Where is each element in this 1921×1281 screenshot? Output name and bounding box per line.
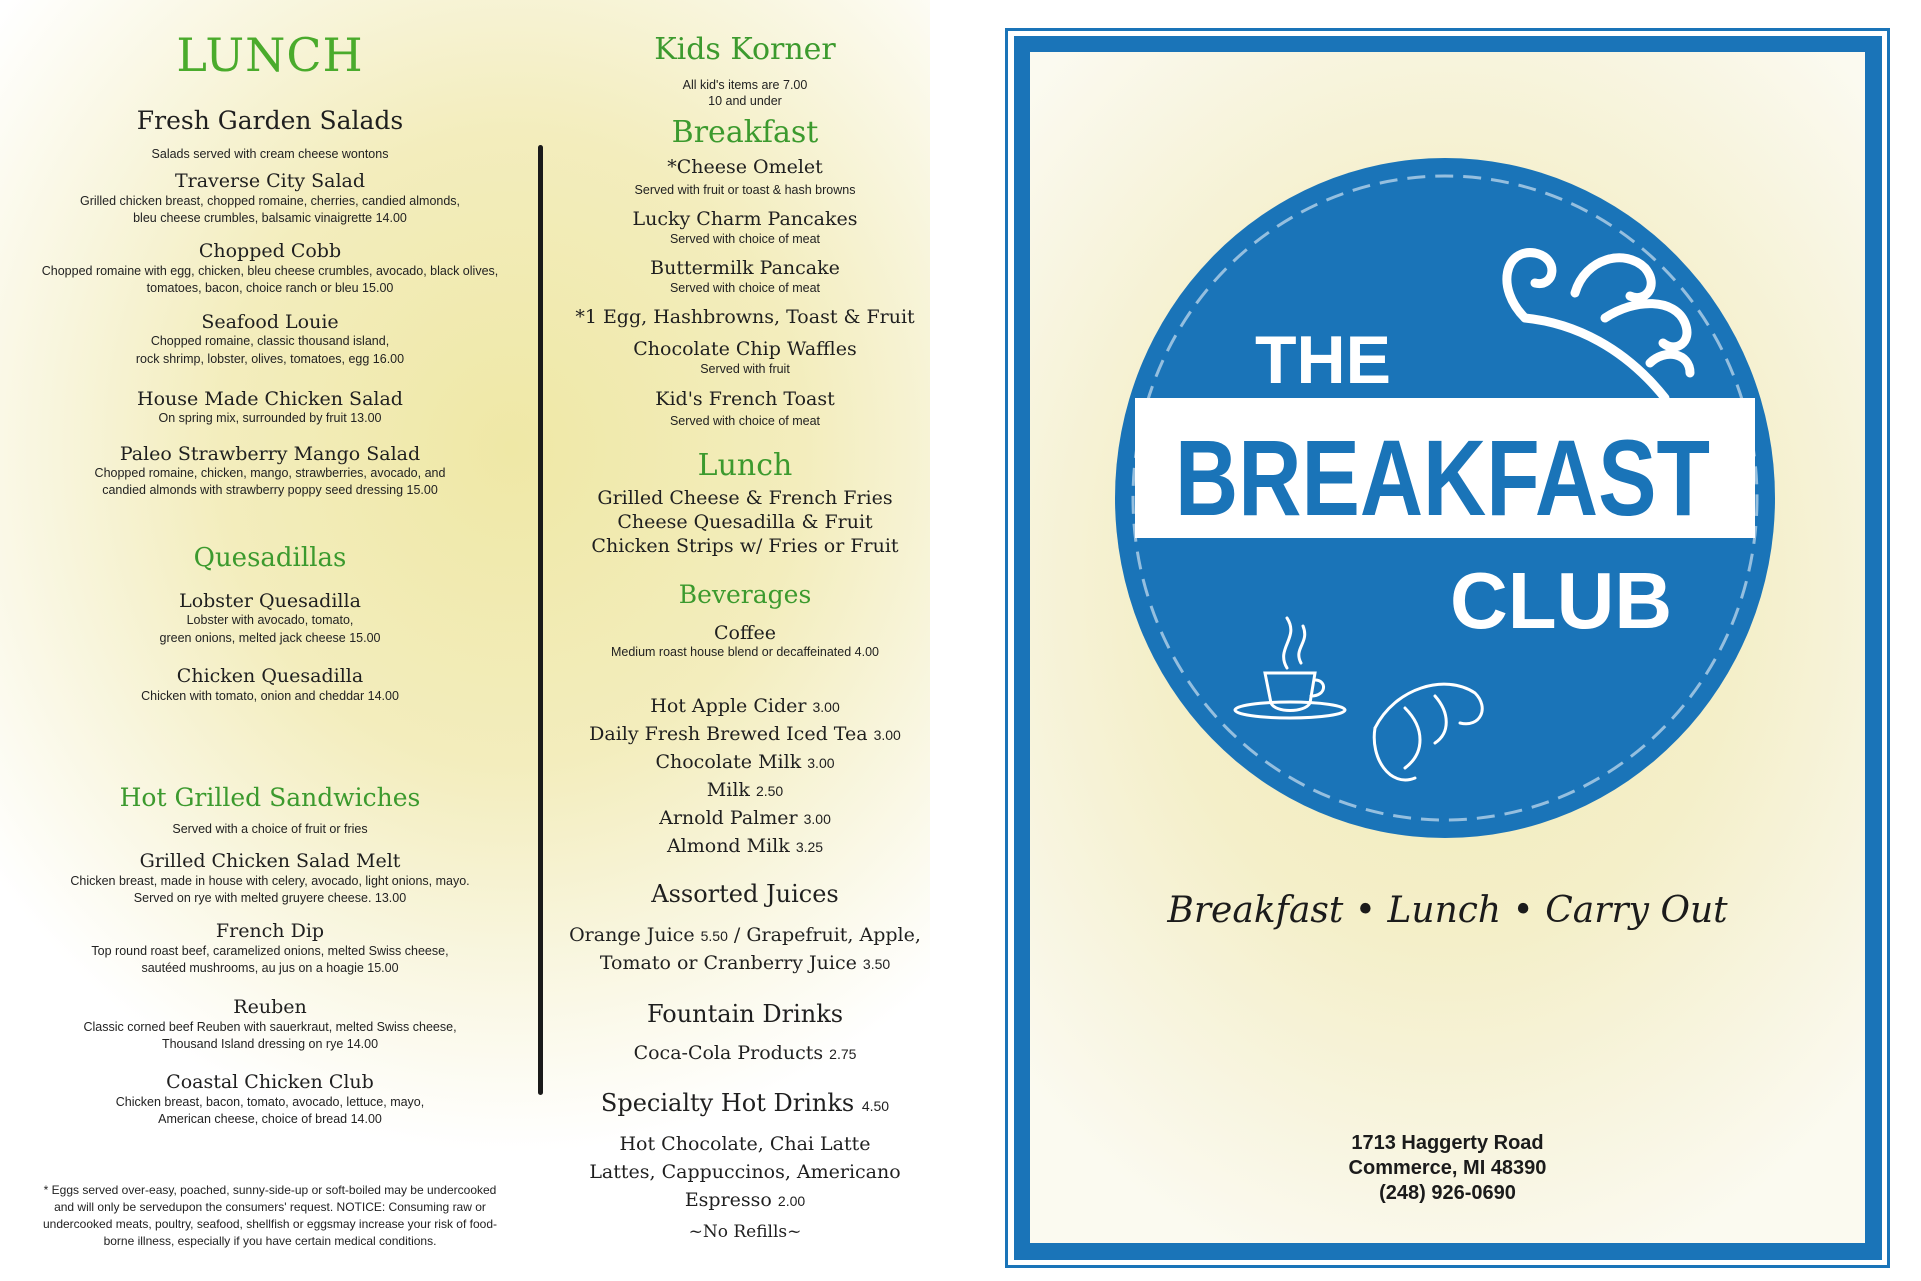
salad-item-desc: rock shrimp, lobster, olives, tomatoes, egg 16.00 bbox=[135, 352, 405, 366]
kids-lunch-heading: Lunch bbox=[697, 448, 793, 483]
beverage-name: Chocolate Milk bbox=[655, 751, 802, 773]
beverage-price: 3.00 bbox=[812, 699, 840, 715]
kids-breakfast-item: *1 Egg, Hashbrowns, Toast & Fruit bbox=[575, 306, 915, 328]
kids-beverages-column bbox=[569, 0, 921, 1281]
beverage-name: Arnold Palmer bbox=[659, 807, 798, 829]
specialty-heading-line bbox=[585, 1089, 905, 1117]
beverage-item bbox=[585, 695, 905, 717]
espresso-name: Espresso bbox=[684, 1189, 772, 1211]
tagline: Breakfast • Lunch • Carry Out bbox=[1167, 890, 1728, 931]
coffee-desc: Medium roast house blend or decaffeinated 4.00 bbox=[610, 645, 879, 659]
beverage-price: 2.50 bbox=[755, 783, 784, 799]
kids-note: 10 and under bbox=[708, 94, 782, 108]
kids-breakfast-desc: Served with choice of meat bbox=[669, 414, 821, 428]
beverage-item bbox=[585, 835, 905, 857]
juices-heading: Assorted Juices bbox=[651, 880, 839, 908]
fountain-line bbox=[585, 1042, 905, 1064]
sandwich-item-desc: Served on rye with melted gruyere cheese. 13.00 bbox=[133, 891, 407, 905]
juice-price: 3.50 bbox=[862, 956, 891, 972]
juices-line bbox=[565, 924, 925, 946]
beverage-price: 3.00 bbox=[807, 755, 835, 771]
salad-item-name: House Made Chicken Salad bbox=[137, 388, 403, 410]
salad-item-desc: Chopped romaine, chicken, mango, strawberries, avocado, and bbox=[94, 466, 446, 480]
salads-heading: Fresh Garden Salads bbox=[136, 106, 404, 135]
logo-club: CLUB bbox=[1450, 556, 1673, 645]
salads-note: Salads served with cream cheese wontons bbox=[151, 147, 389, 161]
espresso-price: 2.00 bbox=[777, 1193, 806, 1209]
salad-item-desc: Chopped romaine, classic thousand island, bbox=[150, 334, 390, 348]
sandwich-item-desc: sautéed mushrooms, au jus on a hoagie 15.00 bbox=[141, 961, 399, 975]
beverage-name: Milk bbox=[706, 779, 750, 801]
quesadillas-heading: Quesadillas bbox=[193, 543, 347, 573]
beverage-price: 3.25 bbox=[795, 839, 824, 855]
lunch-title: LUNCH bbox=[176, 28, 364, 82]
kids-breakfast-item: Buttermilk Pancake bbox=[650, 257, 840, 279]
beverage-price: 3.00 bbox=[873, 727, 901, 743]
salad-item-desc: On spring mix, surrounded by fruit 13.00 bbox=[158, 411, 382, 425]
sandwiches-heading: Hot Grilled Sandwiches bbox=[119, 783, 421, 812]
specialty-line: Lattes, Cappuccinos, Americano bbox=[589, 1161, 901, 1183]
beverage-name: Hot Apple Cider bbox=[650, 695, 807, 717]
fountain-heading: Fountain Drinks bbox=[646, 1000, 844, 1028]
quesadilla-item-desc: Chicken with tomato, onion and cheddar 14.00 bbox=[141, 689, 399, 703]
beverage-item bbox=[585, 751, 905, 773]
phone-number: (248) 926-0690 bbox=[1379, 1182, 1516, 1204]
quesadilla-item-name: Chicken Quesadilla bbox=[176, 665, 364, 687]
kids-breakfast-item: Kid's French Toast bbox=[655, 388, 835, 410]
column-divider bbox=[538, 145, 543, 1095]
sandwich-item-desc: Chicken breast, bacon, tomato, avocado, lettuce, mayo, bbox=[115, 1095, 425, 1109]
quesadilla-item-desc: green onions, melted jack cheese 15.00 bbox=[159, 631, 381, 645]
beverage-item bbox=[585, 807, 905, 829]
espresso-line bbox=[585, 1189, 905, 1211]
kids-lunch-item: Grilled Cheese & French Fries bbox=[597, 487, 893, 509]
logo-the: THE bbox=[1255, 322, 1391, 398]
fountain-price: 2.75 bbox=[829, 1046, 857, 1062]
quesadilla-item-desc: Lobster with avocado, tomato, bbox=[186, 613, 354, 627]
kids-breakfast-item: Lucky Charm Pancakes bbox=[632, 208, 858, 230]
juice-name: Orange Juice bbox=[569, 924, 695, 946]
juice-price: 5.50 bbox=[700, 928, 728, 944]
beverage-item bbox=[565, 723, 925, 745]
logo-breakfast: BREAKFAST bbox=[1175, 417, 1710, 538]
kids-lunch-item: Chicken Strips w/ Fries or Fruit bbox=[591, 535, 899, 557]
lunch-column bbox=[20, 0, 520, 1281]
sandwich-item-name: Grilled Chicken Salad Melt bbox=[139, 850, 401, 872]
disclaimer-line: * Eggs served over-easy, poached, sunny-side-up or soft-boiled may be undercooked bbox=[43, 1183, 497, 1197]
quesadilla-item-name: Lobster Quesadilla bbox=[179, 590, 361, 612]
salad-item-desc: candied almonds with strawberry poppy seed dressing 15.00 bbox=[102, 483, 438, 497]
specialty-price: 4.50 bbox=[861, 1098, 890, 1114]
beverage-name: Almond Milk bbox=[666, 835, 790, 857]
juices-line bbox=[585, 952, 905, 974]
kids-breakfast-heading: Breakfast bbox=[671, 115, 819, 150]
salad-item-desc: Grilled chicken breast, chopped romaine, cherries, candied almonds, bbox=[79, 194, 461, 208]
kids-breakfast-desc: Served with fruit or toast & hash browns bbox=[634, 183, 856, 197]
sandwich-item-desc: Top round roast beef, caramelized onions, melted Swiss cheese, bbox=[91, 944, 449, 958]
juice-name: / Grapefruit, Apple, bbox=[733, 924, 921, 946]
sandwiches-note: Served with a choice of fruit or fries bbox=[172, 822, 368, 836]
kids-breakfast-item: Chocolate Chip Waffles bbox=[633, 338, 857, 360]
salad-item-desc: bleu cheese crumbles, balsamic vinaigrette 14.00 bbox=[133, 211, 407, 225]
sandwich-item-name: Reuben bbox=[233, 996, 307, 1018]
sandwich-item-desc: American cheese, choice of bread 14.00 bbox=[158, 1112, 382, 1126]
beverage-item bbox=[585, 779, 905, 801]
salad-item-name: Chopped Cobb bbox=[198, 240, 342, 262]
address-city: Commerce, MI 48390 bbox=[1348, 1157, 1547, 1179]
kids-lunch-item: Cheese Quesadilla & Fruit bbox=[617, 511, 873, 533]
kids-breakfast-desc: Served with choice of meat bbox=[669, 281, 821, 295]
beverages-heading: Beverages bbox=[678, 580, 812, 609]
salad-item-desc: tomatoes, bacon, choice ranch or bleu 15.00 bbox=[146, 281, 394, 295]
kids-breakfast-desc: Served with fruit bbox=[700, 362, 790, 376]
sandwich-item-desc: Classic corned beef Reuben with sauerkraut, melted Swiss cheese, bbox=[83, 1020, 457, 1034]
sandwich-item-desc: Thousand Island dressing on rye 14.00 bbox=[161, 1037, 379, 1051]
disclaimer-line: borne illness, especially if you have certain medical conditions. bbox=[103, 1234, 437, 1248]
sandwich-item-name: French Dip bbox=[215, 920, 325, 942]
beverage-price: 3.00 bbox=[803, 811, 831, 827]
no-refills-note: ~No Refills~ bbox=[688, 1222, 802, 1242]
kids-breakfast-item: *Cheese Omelet bbox=[667, 156, 823, 178]
salad-item-desc: Chopped romaine with egg, chicken, bleu cheese crumbles, avocado, black olives, bbox=[41, 264, 499, 278]
sandwich-item-desc: Chicken breast, made in house with celery, avocado, light onions, mayo. bbox=[70, 874, 470, 888]
kids-korner-heading: Kids Korner bbox=[654, 32, 836, 67]
salad-item-name: Paleo Strawberry Mango Salad bbox=[119, 443, 421, 465]
specialty-heading: Specialty Hot Drinks bbox=[600, 1089, 855, 1117]
kids-breakfast-desc: Served with choice of meat bbox=[669, 232, 821, 246]
juice-name: Tomato or Cranberry Juice bbox=[599, 952, 857, 974]
disclaimer-line: undercooked meats, poultry, seafood, shellfish or eggsmay increase your risk of food- bbox=[42, 1217, 497, 1231]
beverage-name: Daily Fresh Brewed Iced Tea bbox=[589, 723, 868, 745]
logo-circle bbox=[1105, 148, 1785, 848]
fountain-name: Coca-Cola Products bbox=[633, 1042, 824, 1064]
sandwich-item-name: Coastal Chicken Club bbox=[166, 1071, 374, 1093]
salad-item-name: Seafood Louie bbox=[201, 311, 339, 333]
salad-item-name: Traverse City Salad bbox=[174, 170, 366, 192]
specialty-line: Hot Chocolate, Chai Latte bbox=[619, 1133, 871, 1155]
disclaimer-line: and will only be servedupon the consumers' request. NOTICE: Consuming raw or bbox=[54, 1200, 486, 1214]
kids-note: All kid's items are 7.00 bbox=[682, 78, 808, 92]
address-street: 1713 Haggerty Road bbox=[1351, 1132, 1544, 1154]
coffee-name: Coffee bbox=[714, 622, 776, 644]
